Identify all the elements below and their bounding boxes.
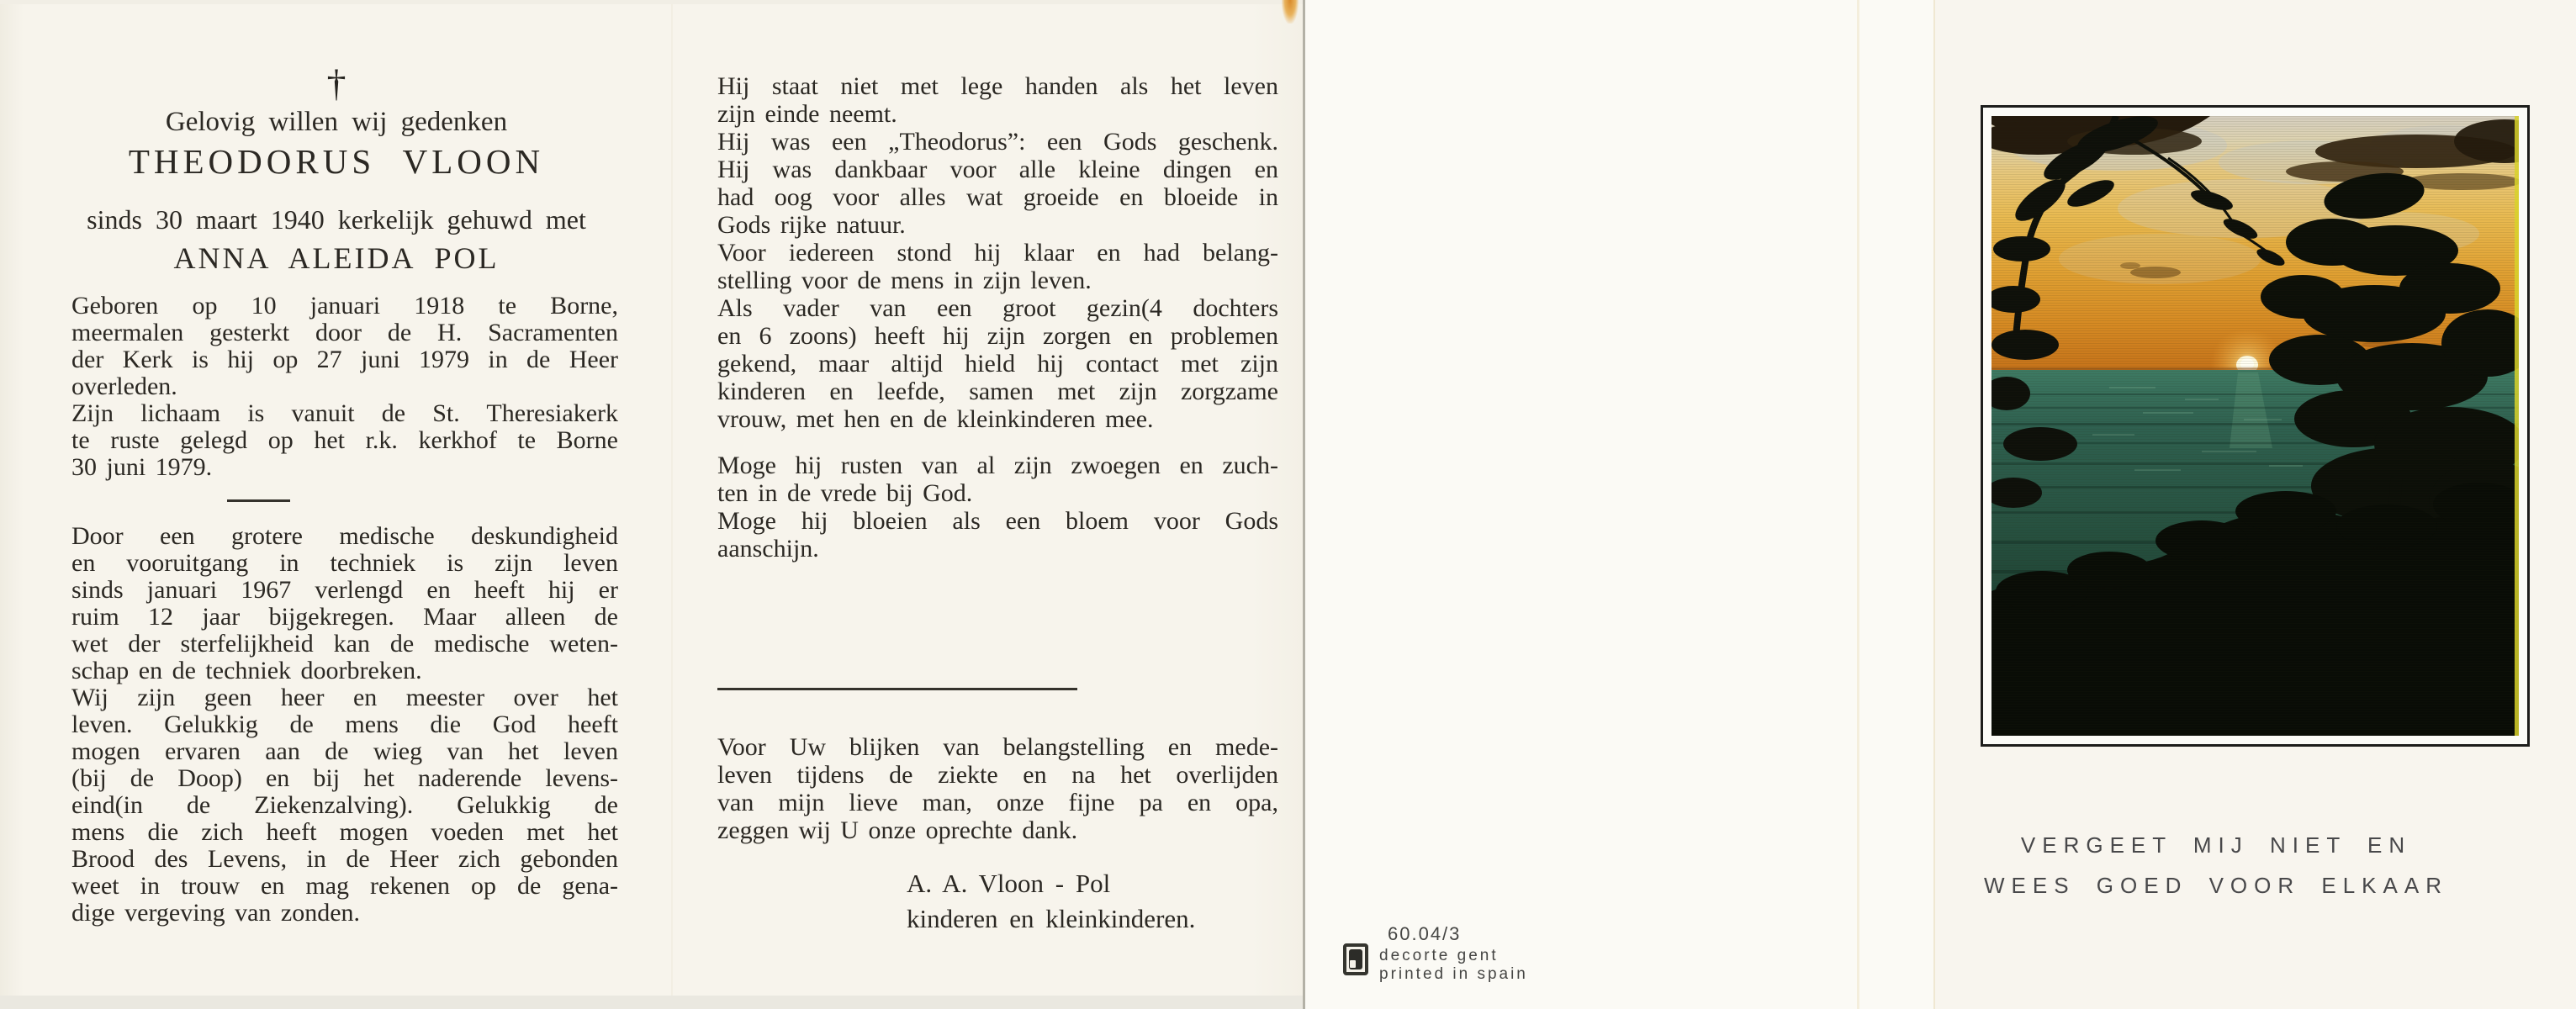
marriage-line: sinds 30 maart 1940 kerkelijk gehuwd met [87,204,586,235]
signature-name: A. A. Vloon - Pol [907,869,1111,898]
paragraph-burial [71,400,618,481]
paragraph-medical [71,523,618,684]
paragraph-thanks [717,733,1278,844]
spouse-name: ANNA ALEIDA POL [173,241,500,275]
scan-top-edge [0,0,1303,4]
text-line: mogen ervaren aan de wieg van het leven [71,737,618,765]
text-line: sinds januari 1967 verlengd en heeft hij er [71,576,618,604]
text-line: wet der sterfelijkheid kan de medische weten- [71,630,618,658]
text-line: stelling voor de mens in zijn leven. [717,267,1092,294]
scan-edge-line [1857,0,1859,1009]
thanks-divider [717,688,1077,690]
caption-line-2: WEES GOED VOOR ELKAAR [1984,873,2448,898]
sunset-photo [1992,116,2519,736]
text-line: Wij zijn geen heer en meester over het [71,684,618,711]
sunset-photo-frame [1981,105,2530,747]
text-line: Hij staat niet met lege handen als het leven [717,72,1278,100]
paragraph-rusten [717,452,1278,507]
intro-line: Gelovig willen wij gedenken [165,107,508,137]
text-line: Door een grotere medische deskundigheid [71,522,618,550]
paragraph-life [71,684,618,927]
text-line: dige vergeving van zonden. [71,899,361,927]
caption-line-1: VERGEET MIJ NIET EN [2020,832,2412,858]
text-line: Als vader van een groot gezin(4 dochters [717,294,1278,322]
section-divider [227,499,290,502]
decorte-logo-notch [1350,960,1356,968]
paragraph-birth [71,293,618,400]
text-line: kinderen en leefde, samen met zijn zorgzame [717,378,1278,405]
text-line: zijn einde neemt. [717,100,897,128]
text-line: Moge hij bloeien als een bloem voor Gods [717,507,1278,535]
text-line: leven. Gelukkig de mens die God heeft [71,711,618,738]
page-crease [671,0,673,1009]
text-line: had oog voor alles wat groeide en bloeide in [717,183,1278,211]
imprint-origin: printed in spain [1379,965,1528,983]
text-line: eind(in de Ziekenzalving). Gelukkig de [71,791,618,819]
text-line: Gods rijke natuur. [717,211,906,239]
signature-subline: kinderen en kleinkinderen. [907,904,1196,933]
text-line: overleden. [71,372,177,400]
deceased-name: THEODORUS VLOON [128,142,545,181]
text-line: Voor iedereen stond hij klaar en had belang- [717,239,1278,267]
scan-bottom-edge [0,996,1303,1009]
text-line: Brood des Levens, in de Heer zich gebonden [71,845,618,873]
text-line: ten in de vrede bij God. [717,479,973,507]
text-line: te ruste gelegd op het r.k. kerkhof te Borne [71,426,618,454]
text-line: Zijn lichaam is vanuit de St. Theresiakerk [71,399,618,427]
text-line: van mijn lieve man, onze fijne pa en opa, [717,789,1278,816]
text-line: gekend, maar altijd hield hij contact met zijn [717,350,1278,378]
paragraph-vader [717,294,1278,433]
fold-stain [1282,0,1299,24]
text-line: schap en de techniek doorbreken. [71,657,422,684]
text-line: Voor Uw blijken van belangstelling en mede- [717,733,1278,761]
text-line: Hij was dankbaar voor alle kleine dingen en [717,156,1278,183]
paragraph-theodorus [717,128,1278,239]
text-line: en vooruitgang in techniek is zijn leven [71,549,618,577]
text-line: weet in trouw en mag rekenen op de gena- [71,872,618,900]
paragraph-hands [717,72,1278,128]
text-line: Hij was een „Theodorus”: een Gods geschenk. [717,128,1278,156]
text-line: ruim 12 jaar bijgekregen. Maar alleen de [71,603,618,631]
paragraph-iedereen [717,239,1278,294]
text-line: vrouw, met hen en de kleinkinderen mee. [717,405,1154,433]
text-line: zeggen wij U onze oprechte dank. [717,816,1078,844]
text-line: 30 juni 1979. [71,453,213,481]
text-line: Moge hij rusten van al zijn zwoegen en zuch- [717,452,1278,479]
text-line: mens die zich heeft mogen voeden met het [71,818,618,846]
text-line: Geboren op 10 januari 1918 te Borne, [71,292,618,320]
paragraph-bloeien [717,507,1278,563]
text-line: der Kerk is hij op 27 juni 1979 in de Heer [71,346,618,373]
text-line: meermalen gesterkt door de H. Sacramenten [71,319,618,346]
cross-icon: † [326,61,346,104]
text-line: (bij de Doop) en bij het naderende levens- [71,764,618,792]
decorte-logo-glyph [1349,949,1362,969]
text-line: en 6 zoons) heeft hij zijn zorgen en problemen [717,322,1278,350]
decorte-logo-icon [1343,943,1368,975]
imprint-code: 60.04/3 [1388,923,1462,944]
imprint-printer: decorte gent [1379,947,1499,964]
text-line: aanschijn. [717,535,819,563]
text-line: leven tijdens de ziekte en na het overlijden [717,761,1278,789]
